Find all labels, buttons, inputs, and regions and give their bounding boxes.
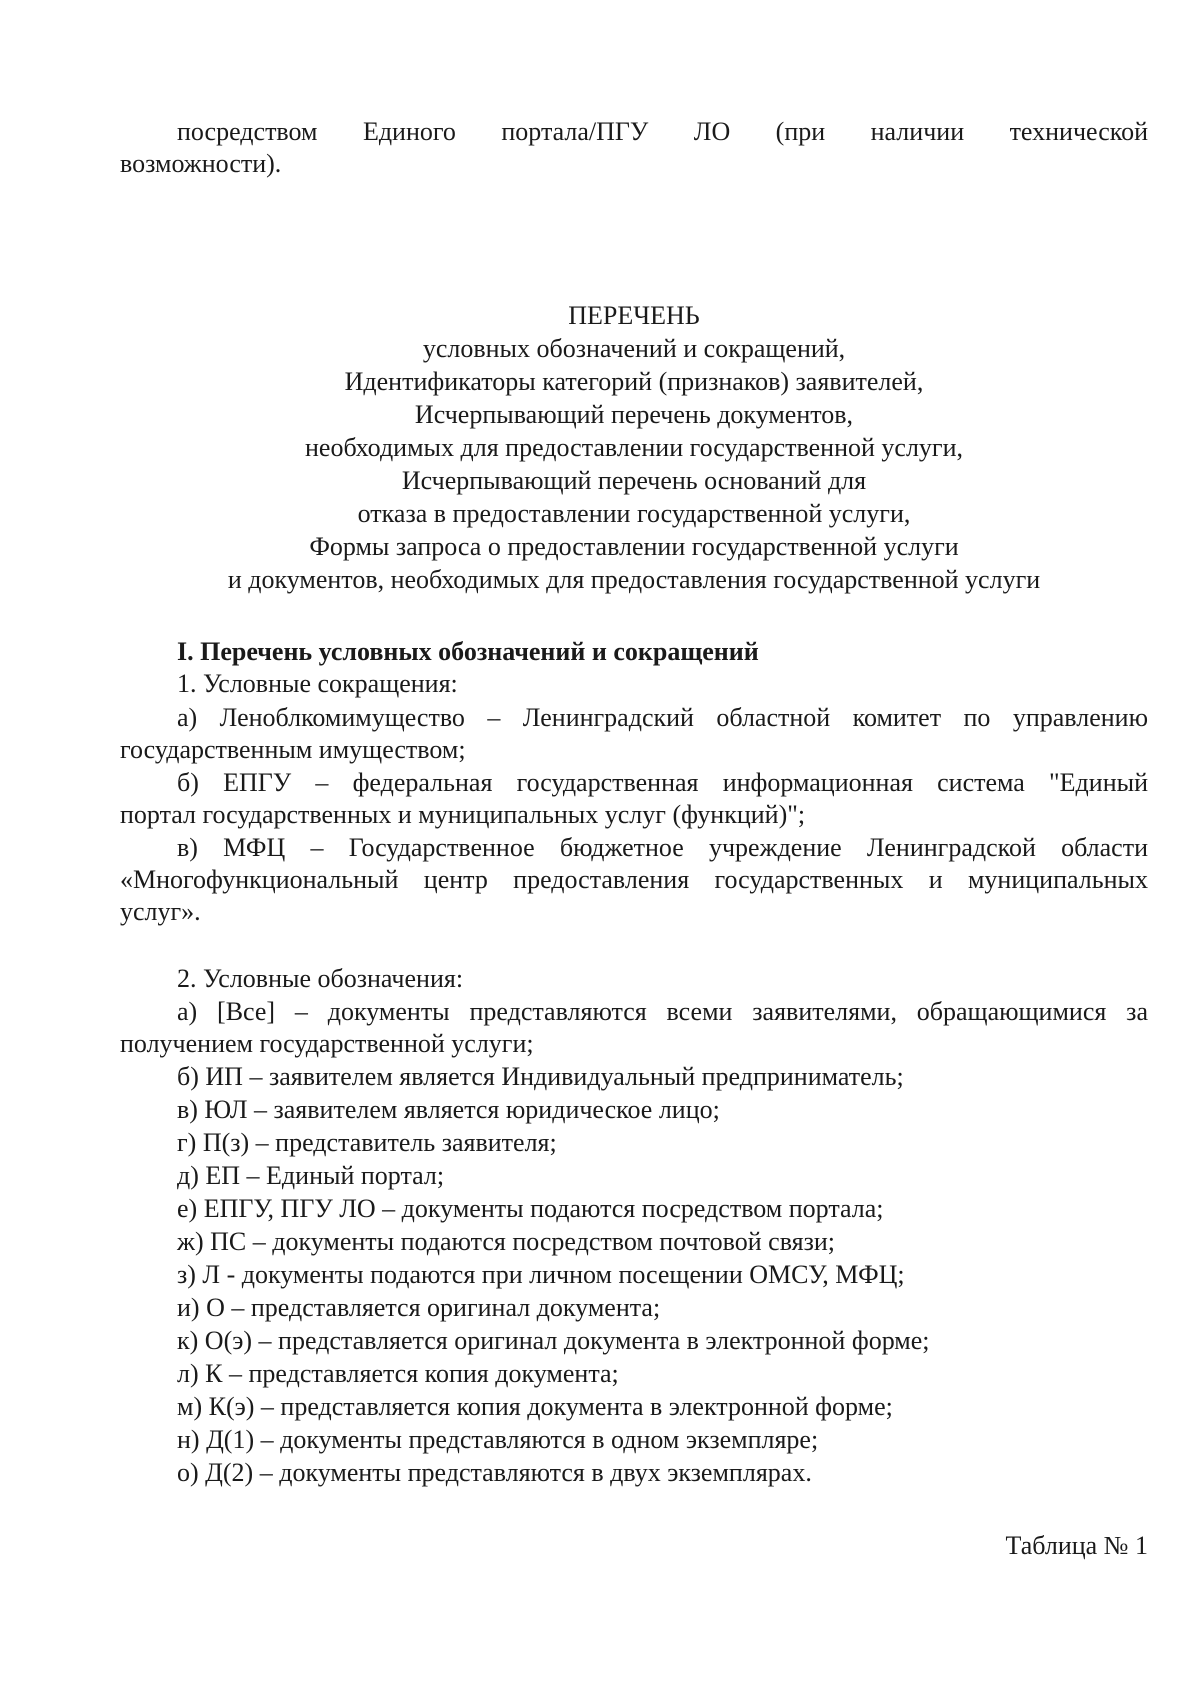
- abbrev-c-line-2: «Многофункциональный центр предоставления государственных и муниципальных: [120, 865, 1148, 894]
- heading-line: Исчерпывающий перечень документов,: [414, 400, 854, 429]
- intro-line-1: посредством Единого портала/ПГУ ЛО (при наличии технической: [177, 117, 1148, 146]
- symbols-item: н) Д(1) – документы представляются в одном экземпляре;: [177, 1425, 819, 1454]
- symbols-item: е) ЕПГУ, ПГУ ЛО – документы подаются посредством портала;: [177, 1194, 884, 1223]
- abbrev-title: 1. Условные сокращения:: [177, 669, 458, 698]
- symbols-item: ж) ПС – документы подаются посредством почтовой связи;: [177, 1227, 835, 1256]
- symbols-item: б) ИП – заявителем является Индивидуальный предприниматель;: [177, 1062, 904, 1091]
- intro-line-2: возможности).: [120, 149, 282, 178]
- abbrev-c-line-3: услуг».: [120, 897, 201, 926]
- symbols-item: к) О(э) – представляется оригинал документа в электронной форме;: [177, 1326, 930, 1355]
- heading-line: условных обозначений и сокращений,: [422, 334, 846, 363]
- symbols-item: з) Л - документы подаются при личном посещении ОМСУ, МФЦ;: [177, 1260, 905, 1289]
- table-label: Таблица № 1: [1005, 1531, 1148, 1560]
- heading-line: и документов, необходимых для предоставления государственной услуги: [227, 565, 1041, 594]
- symbols-a-line-2: получением государственной услуги;: [120, 1029, 534, 1058]
- abbrev-c-line-1: в) МФЦ – Государственное бюджетное учреждение Ленинградской области: [177, 833, 1148, 862]
- symbols-item: л) К – представляется копия документа;: [177, 1359, 619, 1388]
- abbrev-a-line-1: а) Леноблкомимущество – Ленинградский областной комитет по управлению: [177, 703, 1148, 732]
- abbrev-b-line-2: портал государственных и муниципальных услуг (функций)";: [120, 800, 806, 829]
- heading-title: ПЕРЕЧЕНЬ: [568, 301, 700, 330]
- symbols-item: в) ЮЛ – заявителем является юридическое лицо;: [177, 1095, 720, 1124]
- heading-line: Идентификаторы категорий (признаков) заявителей,: [344, 367, 924, 396]
- heading-line: Исчерпывающий перечень оснований для: [401, 466, 867, 495]
- heading-line: Формы запроса о предоставлении государственной услуги: [309, 532, 959, 561]
- symbols-a-line-1: а) [Все] – документы представляются всеми заявителями, обращающимися за: [177, 997, 1148, 1026]
- symbols-item: д) ЕП – Единый портал;: [177, 1161, 445, 1190]
- symbols-title: 2. Условные обозначения:: [177, 964, 464, 993]
- heading-line: необходимых для предоставлении государственной услуги,: [304, 433, 963, 462]
- abbrev-a-line-2: государственным имуществом;: [120, 735, 466, 764]
- symbols-item: и) О – представляется оригинал документа;: [177, 1293, 661, 1322]
- abbrev-b-line-1: б) ЕПГУ – федеральная государственная информационная система "Единый: [177, 768, 1148, 797]
- symbols-item: о) Д(2) – документы представляются в двух экземплярах.: [177, 1458, 812, 1487]
- symbols-item: г) П(з) – представитель заявителя;: [177, 1128, 557, 1157]
- symbols-item: м) К(э) – представляется копия документа в электронной форме;: [177, 1392, 893, 1421]
- section-title: I. Перечень условных обозначений и сокращений: [177, 637, 759, 666]
- heading-line: отказа в предоставлении государственной услуги,: [357, 499, 911, 528]
